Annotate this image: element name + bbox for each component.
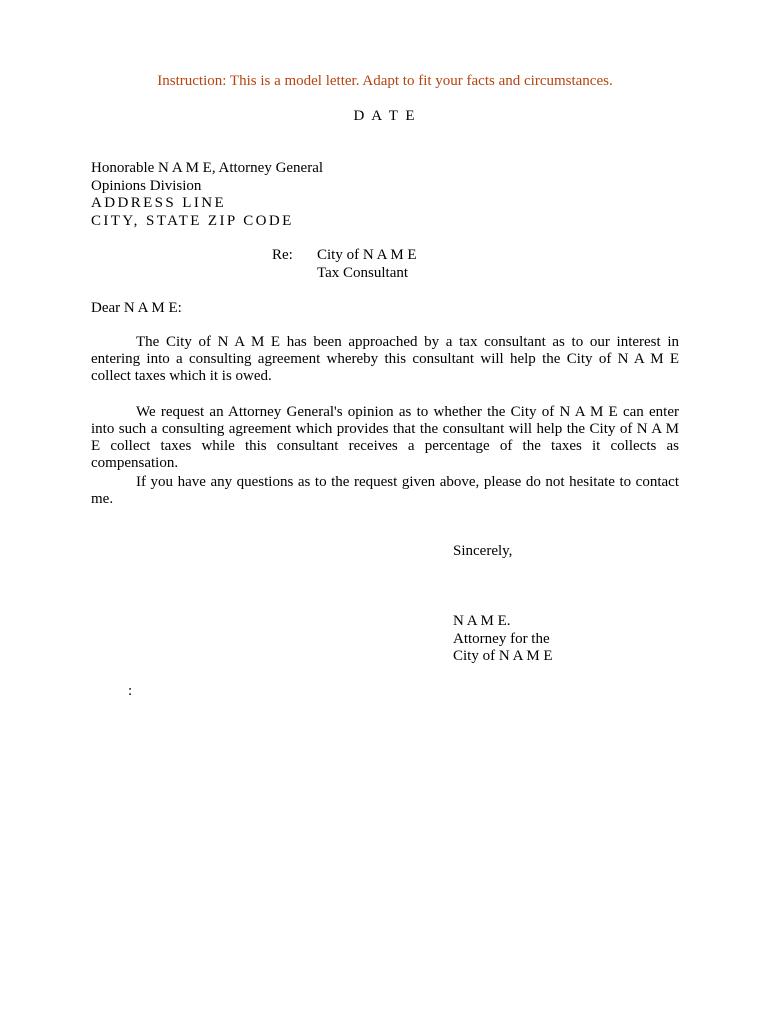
body-paragraph-3: If you have any questions as to the request given above, please do not hesitate to contact me. — [91, 474, 679, 507]
body-paragraph-2: We request an Attorney General's opinion as to whether the City of N A M E can enter into such a consulting agreement which provides that the consultant will help the City of N A M E collect taxes while this consultant receives a percentage of the taxes it collects as compensation. — [91, 404, 679, 471]
recipient-name-line: Honorable N A M E, Attorney General — [91, 160, 324, 176]
salutation: Dear N A M E: — [91, 300, 182, 316]
closing: Sincerely, — [453, 543, 513, 559]
signature-title: Attorney for the — [453, 630, 550, 647]
signature-name: N A M E. — [453, 613, 511, 629]
re-subject-line-1: City of N A M E — [317, 247, 417, 263]
recipient-city-line: CITY, STATE ZIP CODE — [91, 212, 294, 229]
letter-date: D A T E — [353, 108, 417, 124]
body-paragraph-1: The City of N A M E has been approached by a tax consultant as to our interest in entering into a consulting agreement whereby this consultant will help the City of N A M E collect taxes which it is owed. — [91, 334, 679, 384]
instruction-note: Instruction: This is a model letter. Adapt to fit your facts and circumstances. — [157, 73, 613, 89]
signature-organization: City of N A M E — [453, 648, 553, 664]
trailing-colon-mark: : — [128, 683, 133, 699]
re-subject-block — [317, 247, 417, 282]
recipient-division-line: Opinions Division — [91, 177, 202, 194]
recipient-address-line: ADDRESS LINE — [91, 195, 227, 211]
signature-block — [453, 613, 553, 666]
re-label: Re: — [272, 247, 293, 263]
recipient-address-block — [91, 160, 323, 230]
re-subject-line-2: Tax Consultant — [317, 264, 409, 281]
